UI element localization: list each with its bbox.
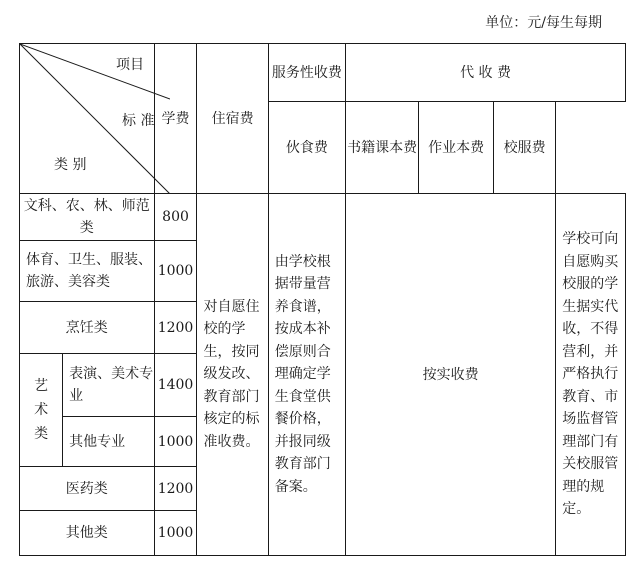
- diag-category-label: 类 别: [54, 157, 87, 173]
- tuition-cell: 1000: [154, 241, 197, 302]
- header-workbooks: 作业本费: [419, 102, 494, 194]
- header-service-fee: 服务性收费: [268, 44, 345, 102]
- category-cell: 其他专业: [63, 417, 154, 467]
- tuition-cell: 1200: [154, 302, 197, 354]
- category-cell: 文科、农、林、师范类: [20, 194, 155, 241]
- diag-standard-label: 标 准: [122, 113, 155, 129]
- art-group-cell: [20, 354, 63, 467]
- diagonal-header-cell: [20, 44, 155, 194]
- category-cell: 体育、卫生、服装、旅游、美容类: [20, 241, 155, 302]
- uniform-note: 学校可向自愿购买校服的学生据实代收，不得营利，并严格执行教育、市场监督管理部门有关校服管理的规定。: [556, 194, 626, 556]
- header-meals: 伙食费: [268, 102, 345, 194]
- fee-table: [19, 43, 626, 556]
- tuition-cell: 1400: [154, 354, 197, 417]
- unit-note: 单位：元/每生每期: [485, 15, 602, 31]
- header-tuition: 学费: [154, 44, 197, 194]
- tuition-cell: 1000: [154, 511, 197, 556]
- diag-item-label: 项目: [116, 57, 144, 73]
- header-row-1: [20, 44, 626, 102]
- tuition-cell: 800: [154, 194, 197, 241]
- category-cell: 其他类: [20, 511, 155, 556]
- tuition-cell: 1200: [154, 467, 197, 511]
- tuition-cell: 1000: [154, 417, 197, 467]
- category-cell: 烹饪类: [20, 302, 155, 354]
- header-accommodation: 住宿费: [197, 44, 268, 194]
- actual-fee-note: 按实收费: [346, 194, 556, 556]
- category-cell: 医药类: [20, 467, 155, 511]
- meals-note: 由学校根据带量营养食谱，按成本补偿原则合理确定学生食堂供餐价格，并报同级教育部门备案。: [268, 194, 345, 556]
- accommodation-note: 对自愿住校的学生，按同级发改、教育部门核定的标准收费。: [197, 194, 268, 556]
- table-row: [20, 194, 626, 241]
- category-cell: 表演、美术专业: [63, 354, 154, 417]
- header-uniform: 校服费: [494, 102, 556, 194]
- header-textbooks: 书籍课本费: [346, 102, 419, 194]
- art-group-label: 艺术类: [34, 378, 49, 442]
- header-collection-fee: 代 收 费: [346, 44, 626, 102]
